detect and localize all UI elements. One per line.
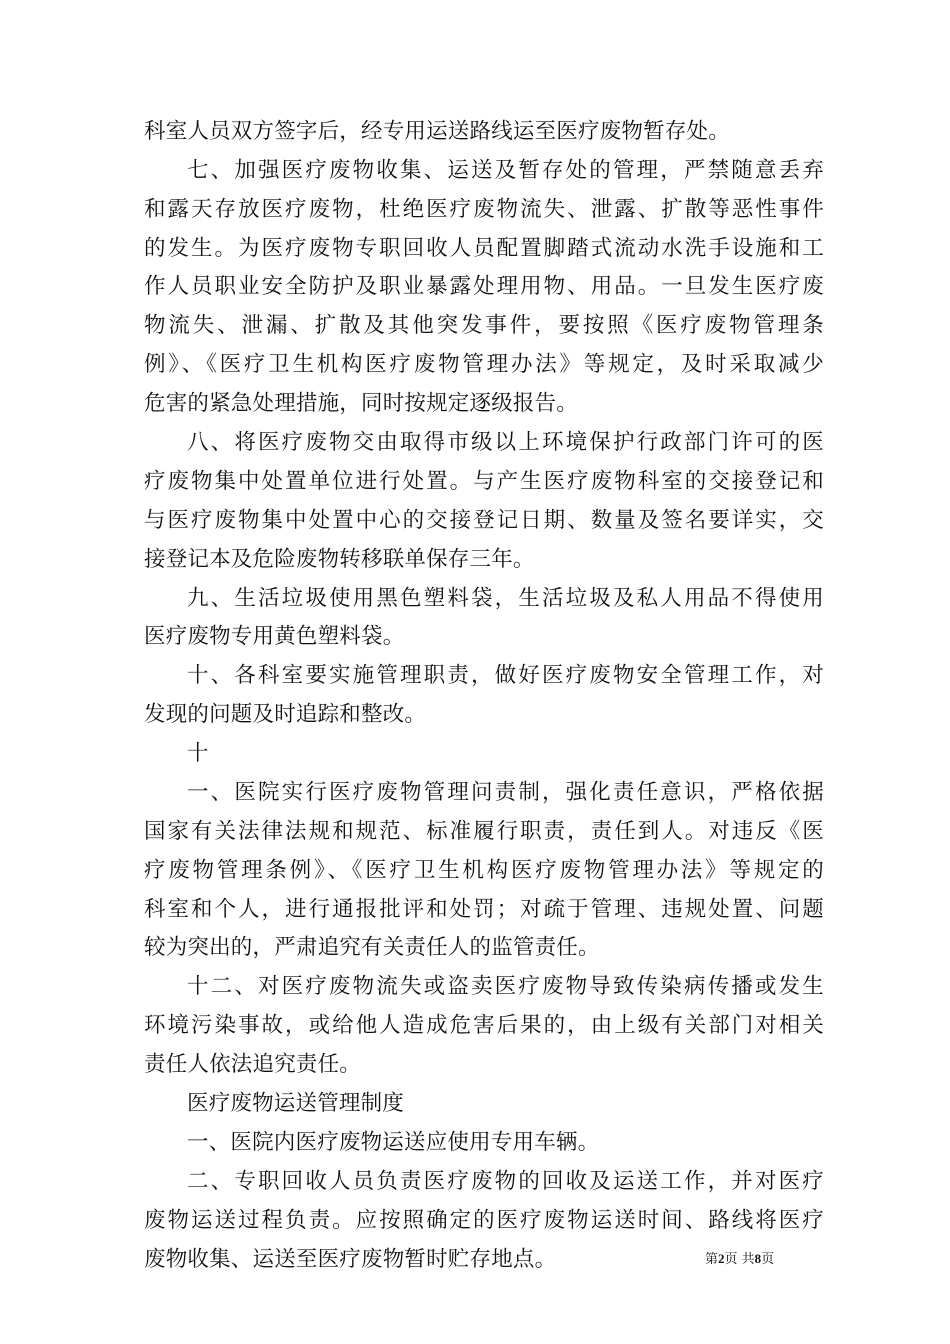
footer-suffix: 页: [761, 1252, 775, 1267]
total-pages-number: 8: [754, 1251, 762, 1266]
text-line: 疗废物管理条例》、《医疗卫生机构医疗废物管理办法》等规定的: [144, 858, 824, 883]
text-line: 与医疗废物集中处置中心的交接登记日期、数量及签名要详实，交: [144, 508, 824, 533]
footer-prefix: 第: [705, 1252, 719, 1267]
text-line: 环境污染事故，或给他人造成危害后果的，由上级有关部门对相关: [144, 1013, 824, 1038]
text-line: 七、加强医疗废物收集、运送及暂存处的管理，严禁随意丢弃: [187, 158, 824, 183]
text-line: 和露天存放医疗废物，杜绝医疗废物流失、泄露、扩散等恶性事件: [144, 197, 824, 222]
text-line: 责任人依法追究责任。: [144, 1052, 362, 1077]
text-line: 二、专职回收人员负责医疗废物的回收及运送工作，并对医疗: [187, 1169, 824, 1194]
text-line: 医疗废物专用黄色塑料袋。: [144, 624, 405, 649]
text-line: 废物收集、运送至医疗废物暂时贮存地点。: [144, 1247, 557, 1272]
text-line: 例》、《医疗卫生机构医疗废物管理办法》等规定，及时采取减少: [144, 352, 824, 377]
text-line: 科室人员双方签字后，经专用运送路线运至医疗废物暂存处。: [144, 119, 730, 144]
text-line: 一、医院实行医疗废物管理问责制，强化责任意识，严格依据: [187, 780, 824, 805]
text-line: 物流失、泄漏、扩散及其他突发事件，要按照《医疗废物管理条: [144, 313, 824, 338]
text-line: 科室和个人，进行通报批评和处罚；对疏于管理、违规处置、问题: [144, 897, 824, 922]
text-line: 疗废物集中处置单位进行处置。与产生医疗废物科室的交接登记和: [144, 469, 824, 494]
current-page-number: 2: [718, 1251, 725, 1266]
section-title: 医疗废物运送管理制度: [187, 1091, 405, 1116]
text-line: 十、各科室要实施管理职责，做好医疗废物安全管理工作，对: [187, 663, 824, 688]
text-line: 发现的问题及时追踪和整改。: [144, 702, 427, 727]
text-line: 八、将医疗废物交由取得市级以上环境保护行政部门许可的医: [187, 430, 824, 455]
text-line: 国家有关法律法规和规范、标准履行职责，责任到人。对违反《医: [144, 819, 824, 844]
text-line: 危害的紧急处理措施，同时按规定逐级报告。: [144, 391, 579, 416]
text-line: 作人员职业安全防护及职业暴露处理用物、用品。一旦发生医疗废: [144, 274, 824, 299]
page-footer: [705, 1250, 815, 1269]
text-line: 较为突出的，严肃追究有关责任人的监管责任。: [144, 935, 600, 960]
text-line: 十二、对医疗废物流失或盗卖医疗废物导致传染病传播或发生: [187, 974, 824, 999]
text-line: 接登记本及危险废物转移联单保存三年。: [144, 547, 535, 572]
text-line: 废物运送过程负责。应按照确定的医疗废物运送时间、路线将医疗: [144, 1208, 824, 1233]
text-line: 九、生活垃圾使用黑色塑料袋，生活垃圾及私人用品不得使用: [187, 586, 824, 611]
text-line: 一、医院内医疗废物运送应使用专用车辆。: [187, 1130, 600, 1155]
footer-middle: 页 共: [724, 1252, 755, 1267]
text-line: 的发生。为医疗废物专职回收人员配置脚踏式流动水洗手设施和工: [144, 236, 824, 261]
text-line: 十: [187, 741, 209, 766]
